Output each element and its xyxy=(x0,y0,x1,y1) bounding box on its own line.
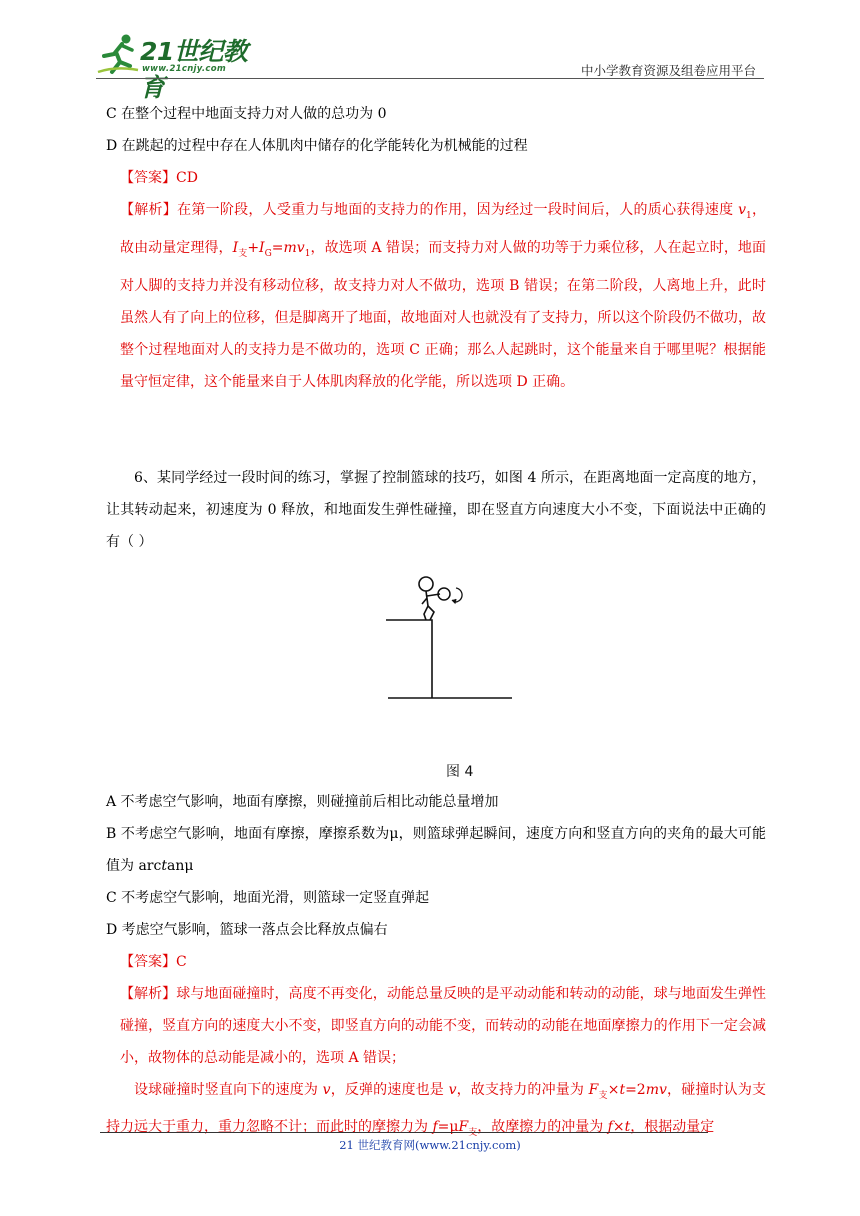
logo-url: www.21cnjy.com xyxy=(142,64,226,74)
q6-analysis-1: 【解析】球与地面碰撞时，高度不再变化，动能总量反映的是平动动能和转动的动能，球与地面发生弹性碰撞，竖直方向的速度大小不变，即竖直方向的动能不变，而转动的动能在地面摩擦力的作用下一定会减小，故物体的总动能是减小的，选项 A 错误； xyxy=(120,985,767,1066)
q6-stem: 6、某同学经过一段时间的练习，掌握了控制篮球的技巧，如图 4 所示，在距离地面一定高度的地方，让其转动起来，初速度为 0 释放，和地面发生弹性碰撞，即在竖直方向速度大小不变，下面说法中正确的有（ ） xyxy=(106,469,766,550)
q5-answer: 【答案】CD xyxy=(120,170,198,186)
header-divider xyxy=(96,78,764,79)
q6-option-c: C 不考虑空气影响，地面光滑，则篮球一定竖直弹起 xyxy=(106,889,430,906)
site-logo[interactable] xyxy=(96,30,266,102)
platform-name: 中小学教育资源及组卷应用平台 xyxy=(580,63,756,78)
q6-option-d: D 考虑空气影响，篮球一落点会比释放点偏右 xyxy=(106,921,388,938)
q5-analysis: 【解析】在第一阶段，人受重力与地面的支持力的作用，因为经过一段时间后，人的质心获得速度 $v_1$，故由动量定理得，$I_支+I_G=mv_1$，故选项 A 错误；而支持力对人做的功等于力乘位移，人在起立时，地面对人脚的支持力并没有移动位移，故支持力对人不做功，选项 B 错误；在第二阶段，人离地上升，此时虽然人有了向上的位移，但是脚离开了地面，故地面对人也就没有了支持力，所以这个阶段仍不做功，故整个过程地面对人的支持力是不做功的，选项 C 正确；那么人起跳时，这个能量来自于哪里呢？根据能量守恒定律，这个能量来自于人体肌肉释放的化学能，所以选项 D 正确。 xyxy=(120,202,767,390)
page-footer[interactable]: 21 世纪教育网(www.21cnjy.com) xyxy=(339,1138,521,1152)
q6-option-b: B 不考虑空气影响，地面有摩擦，摩擦系数为μ，则篮球弹起瞬间，速度方向和竖直方向的夹角的最大可能值为 arctanμ xyxy=(106,825,766,874)
runner-logo-icon xyxy=(96,32,140,76)
q5-option-d: D 在跳起的过程中存在人体肌肉中储存的化学能转化为机械能的过程 xyxy=(106,138,528,154)
logo-text: 21世纪教育 xyxy=(140,37,248,102)
q6-option-a: A 不考虑空气影响，地面有摩擦，则碰撞前后相比动能总量增加 xyxy=(106,793,499,810)
q5-option-c: C 在整个过程中地面支持力对人做的总功为 0 xyxy=(106,106,387,122)
figure-4 xyxy=(106,562,766,778)
q6-analysis-2: 设球碰撞时竖直向下的速度为 v，反弹的速度也是 v，故支持力的冲量为 $F_支\times t=2mv$，碰撞时认为支持力远大于重力，重力忽略不计；而此时的摩擦力为 $f=\mu F_支$，故摩擦力的冲量为 f×t，根据动量定 xyxy=(106,1081,766,1139)
q6-answer: 【答案】C xyxy=(120,953,187,970)
section-gap xyxy=(106,398,766,462)
basketball-drop-illustration xyxy=(386,568,516,758)
footer-divider xyxy=(100,1132,708,1133)
figure-caption: 图 4 xyxy=(446,763,474,780)
document-body xyxy=(106,98,766,1149)
page-header xyxy=(96,30,764,102)
